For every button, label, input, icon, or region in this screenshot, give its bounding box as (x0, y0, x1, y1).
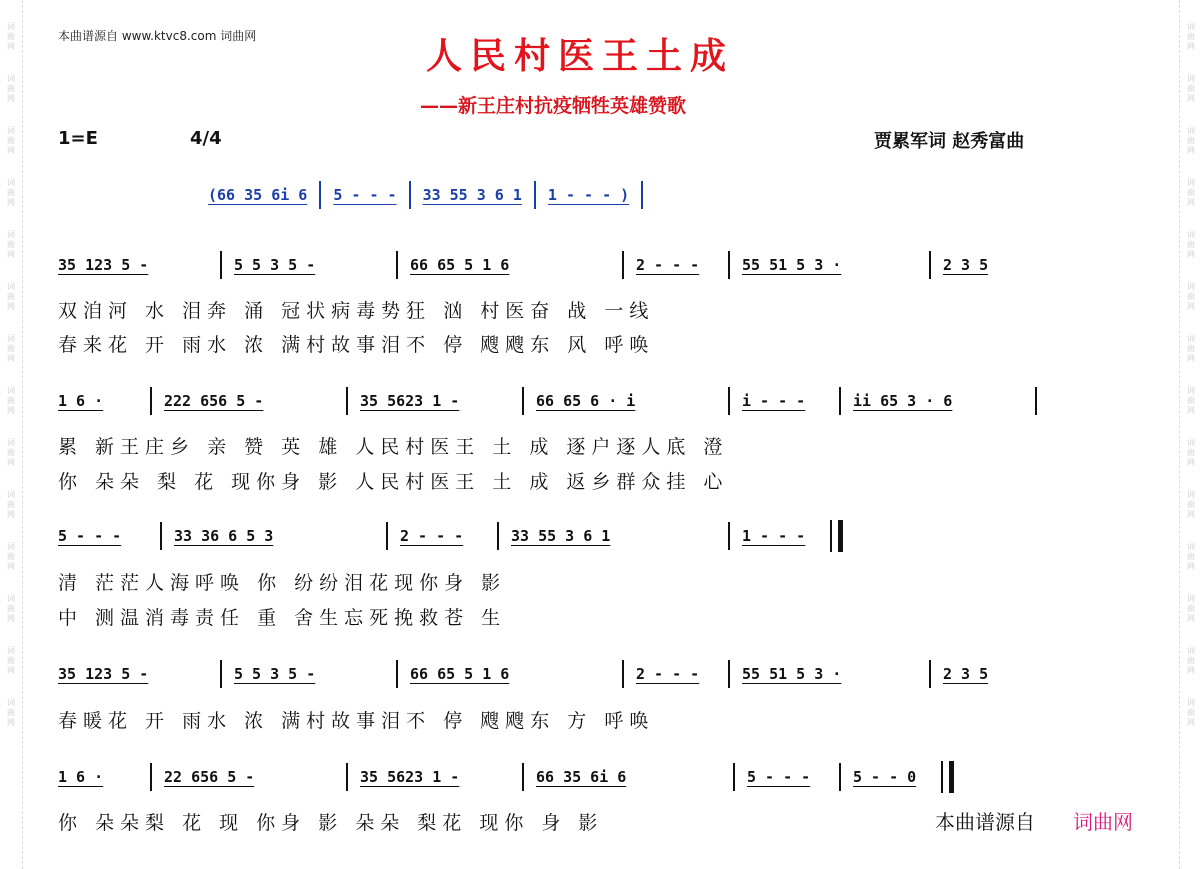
watermark-text: 词曲网 (1187, 282, 1195, 311)
measure: ii 65 3 · 6 (853, 392, 953, 410)
intro-measure: 5 - - - (333, 186, 397, 204)
measure: 35 123 5 - (58, 665, 149, 683)
watermark-text: 词曲网 (1187, 230, 1195, 259)
lyric-line: 你 朵朵梨 花 现 你身 影 朵朵 梨花 现你 身 影 (58, 812, 604, 834)
watermark-text: 词曲网 (1187, 22, 1195, 51)
watermark-text: 词曲网 (7, 126, 15, 155)
watermark-text: 词曲网 (1187, 126, 1195, 155)
time-signature: 4/4 (190, 128, 222, 149)
watermark-text: 词曲网 (7, 282, 15, 311)
watermark-text: 词曲网 (7, 490, 15, 519)
measure: 66 35 6i 6 (536, 768, 627, 786)
barline (728, 387, 730, 415)
measure: 2 - - - (636, 665, 700, 683)
watermark-text: 词曲网 (7, 646, 15, 675)
measure: 66 65 5 1 6 (410, 665, 510, 683)
intro-row (208, 178, 655, 212)
measure: 33 55 3 6 1 (511, 527, 611, 545)
measure: 5 - - 0 (853, 768, 917, 786)
lyric-line: 中 测温消毒责任 重 舍生忘死挽救苍 生 (58, 607, 507, 629)
measure: 5 5 3 5 - (234, 256, 316, 274)
watermark-text: 词曲网 (1187, 646, 1195, 675)
measure: 5 - - - (58, 527, 122, 545)
measure: 2 - - - (636, 256, 700, 274)
measure: 22 656 5 - (164, 768, 255, 786)
measure: 5 5 3 5 - (234, 665, 316, 683)
watermark-text: 词曲网 (7, 74, 15, 103)
measure: 35 123 5 - (58, 256, 149, 274)
measure: 2 - - - (400, 527, 464, 545)
barline (839, 387, 841, 415)
measure: 5 - - - (747, 768, 811, 786)
barline (396, 251, 398, 279)
barline (319, 181, 321, 209)
barline (641, 181, 643, 209)
song-subtitle: ——新王庄村抗疫牺牲英雄赞歌 (420, 95, 687, 117)
watermark-text: 词曲网 (7, 542, 15, 571)
barline (386, 522, 388, 550)
measure: 1 6 · (58, 768, 104, 786)
intro-measure: 1 - - - ) (547, 186, 630, 204)
notation-row-5 (58, 760, 954, 794)
barline (728, 522, 730, 550)
watermark-text: 词曲网 (1187, 594, 1195, 623)
measure: 1 6 · (58, 392, 104, 410)
notation-row-4 (58, 657, 1023, 691)
song-title: 人民村医王土成 (425, 35, 734, 77)
lyric-line: 春来花 开 雨水 浓 满村故事泪不 停 飕飕东 风 呼唤 (58, 334, 655, 356)
watermark-text: 词曲网 (1187, 438, 1195, 467)
barline (534, 181, 536, 209)
barline (409, 181, 411, 209)
watermark-text: 词曲网 (1187, 178, 1195, 207)
watermark-text: 词曲网 (1187, 74, 1195, 103)
measure: 55 51 5 3 · (742, 256, 842, 274)
barline (1035, 387, 1037, 415)
barline (733, 763, 735, 791)
repeat-end-barline (830, 520, 843, 552)
watermark-text: 词曲网 (1187, 542, 1195, 571)
watermark-text: 词曲网 (1187, 334, 1195, 363)
barline (160, 522, 162, 550)
watermark-text: 词曲网 (7, 438, 15, 467)
watermark-text: 词曲网 (1187, 490, 1195, 519)
watermark-text: 词曲网 (1187, 698, 1195, 727)
footer-brand-link[interactable]: 词曲网 (1073, 810, 1133, 834)
watermark-text: 词曲网 (1187, 386, 1195, 415)
intro-measure: (66 35 6i 6 (208, 186, 308, 204)
barline (150, 763, 152, 791)
barline (622, 660, 624, 688)
barline (396, 660, 398, 688)
watermark-text: 词曲网 (7, 594, 15, 623)
measure: i - - - (742, 392, 806, 410)
measure: 33 36 6 5 3 (174, 527, 274, 545)
barline (220, 660, 222, 688)
measure: 35 5623 1 - (360, 392, 460, 410)
measure: 35 5623 1 - (360, 768, 460, 786)
credits: 贾累军词 赵秀富曲 (874, 131, 1025, 152)
footer-source: 本曲谱源自 (935, 810, 1035, 834)
notation-row-1 (58, 248, 1023, 282)
watermark-text: 词曲网 (7, 386, 15, 415)
lyric-line: 清 茫茫人海呼唤 你 纷纷泪花现你身 影 (58, 572, 507, 594)
intro-measure: 33 55 3 6 1 (422, 186, 522, 204)
lyric-line: 累 新王庄乡 亲 赞 英 雄 人民村医王 土 成 逐户逐人底 澄 (58, 436, 729, 458)
measure: 55 51 5 3 · (742, 665, 842, 683)
lyric-line: 春暖花 开 雨水 浓 满村故事泪不 停 飕飕东 方 呼唤 (58, 710, 655, 732)
barline (150, 387, 152, 415)
watermark-text: 词曲网 (7, 178, 15, 207)
notation-row-3 (58, 519, 843, 553)
right-watermark-strip (1179, 0, 1202, 869)
final-barline (941, 761, 954, 793)
lyric-line: 双洎河 水 泪奔 涌 冠状病毒势狂 汹 村医奋 战 一线 (58, 300, 655, 322)
measure: 222 656 5 - (164, 392, 264, 410)
barline (929, 251, 931, 279)
watermark-text: 词曲网 (7, 230, 15, 259)
key-signature: 1=E (58, 128, 98, 149)
watermark-text: 词曲网 (7, 334, 15, 363)
watermark-text: 词曲网 (7, 22, 15, 51)
source-line: 本曲谱源自 www.ktvc8.com 词曲网 (58, 29, 257, 43)
barline (346, 387, 348, 415)
barline (839, 763, 841, 791)
barline (522, 763, 524, 791)
barline (346, 763, 348, 791)
lyric-line: 你 朵朵 梨 花 现你身 影 人民村医王 土 成 返乡群众挂 心 (58, 471, 729, 493)
measure: 2 3 5 (943, 665, 989, 683)
watermark-text: 词曲网 (7, 698, 15, 727)
barline (728, 251, 730, 279)
barline (622, 251, 624, 279)
measure: 66 65 6 · i (536, 392, 636, 410)
notation-row-2 (58, 384, 1049, 418)
measure: 2 3 5 (943, 256, 989, 274)
measure: 66 65 5 1 6 (410, 256, 510, 274)
barline (929, 660, 931, 688)
barline (728, 660, 730, 688)
barline (497, 522, 499, 550)
barline (220, 251, 222, 279)
measure: 1 - - - (742, 527, 806, 545)
barline (522, 387, 524, 415)
left-watermark-strip (0, 0, 23, 869)
